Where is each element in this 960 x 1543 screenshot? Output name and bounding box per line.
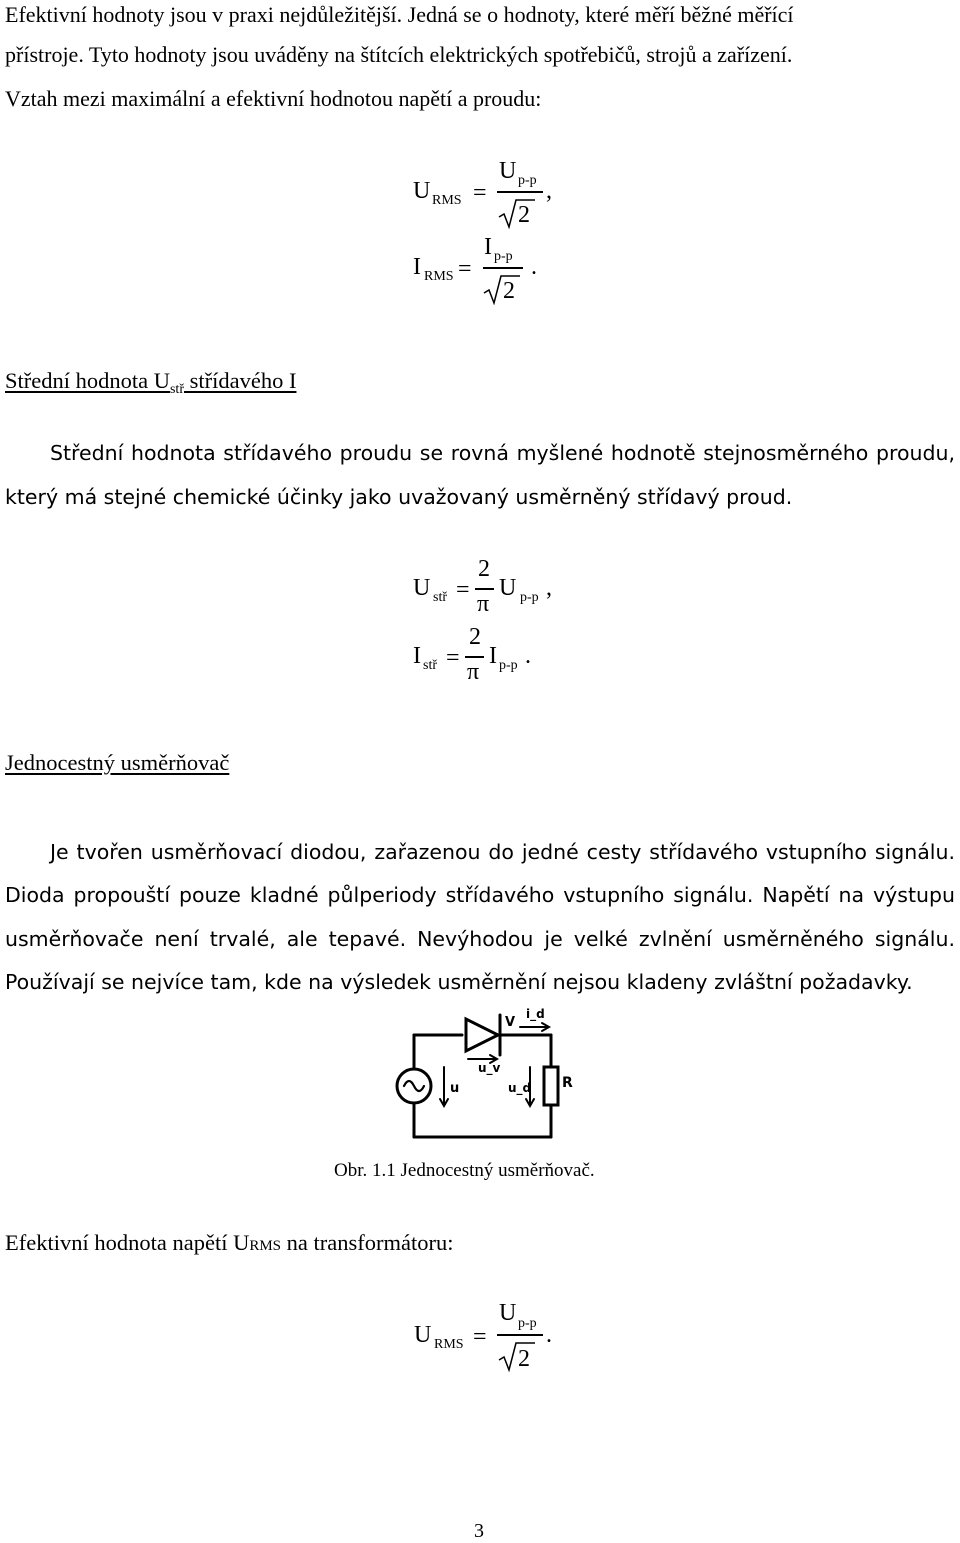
mean-para-line-2: který má stejné chemické účinky jako uvažovaný usměrněný střídavý proud.: [5, 485, 793, 509]
mean-para-line-1: Střední hodnota střídavého proudu se rovná myšlené hodnotě stejnosměrného proudu,: [50, 441, 955, 465]
rectifier-circuit-diagram: [380, 1005, 590, 1145]
intro-line-1: Efektivní hodnoty jsou v praxi nejdůležitější. Jedná se o hodnoty, které měří běžné měřící: [5, 2, 794, 27]
heading-mean-value: Střední hodnota $U_{stř}$ střídavého I: [5, 368, 297, 397]
label-v: V: [505, 1015, 516, 1030]
circuit-svg: [380, 1005, 590, 1145]
transformer-text: Efektivní hodnota napětí URMS na transformátoru:: [5, 1230, 454, 1255]
page-number: 3: [474, 1520, 484, 1542]
sqrt-icon: [482, 273, 522, 305]
sqrt-icon: [497, 1340, 537, 1372]
label-id: i_d: [526, 1007, 545, 1021]
label-uv: u_v: [478, 1061, 501, 1075]
label-r: R: [562, 1075, 573, 1091]
rectifier-line-4: Používají se nejvíce tam, kde na výsledek usměrnění nejsou kladeny zvláštní požadavky.: [5, 970, 913, 994]
rectifier-line-3: usměrňovače není trvalé, ale tepavé. Nevýhodou je velké zvlnění usměrněného signálu.: [5, 927, 955, 951]
rectifier-line-1: Je tvořen usměrňovací diodou, zařazenou do jedné cesty střídavého vstupního signálu.: [50, 840, 955, 864]
rectifier-line-2: Dioda propouští pouze kladné půlperiody střídavého vstupního signálu. Napětí na výstupu: [5, 883, 955, 907]
label-ud: u_d: [508, 1081, 532, 1095]
heading-rectifier: Jednocestný usměrňovač: [5, 750, 230, 775]
figure-caption: Obr. 1.1 Jednocestný usměrňovač.: [334, 1160, 595, 1181]
sqrt-icon: [497, 197, 537, 229]
intro-line-2: přístroje. Tyto hodnoty jsou uváděny na štítcích elektrických spotřebičů, strojů a zařízení.: [5, 42, 793, 67]
label-u: u: [450, 1081, 460, 1096]
intro-line-3: Vztah mezi maximální a efektivní hodnotou napětí a proudu:: [5, 86, 542, 111]
